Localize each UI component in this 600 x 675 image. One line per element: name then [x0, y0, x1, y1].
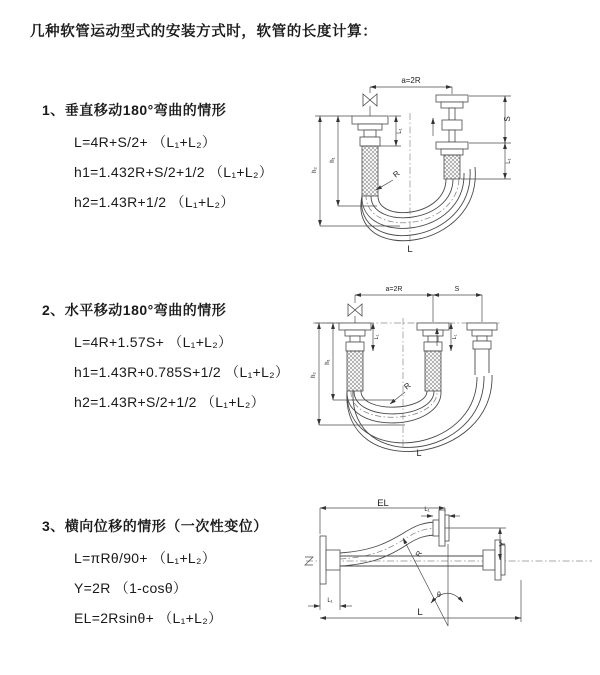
radius-label: R	[391, 168, 402, 180]
radius-callout	[390, 381, 413, 404]
dim-a2r	[355, 286, 433, 322]
page-title: 几种软管运动型式的安装方式时，软管的长度计算：	[30, 24, 378, 40]
diagram-vertical-movement-180	[305, 68, 595, 268]
dim-l1-top-label: L₁	[424, 507, 430, 513]
left-fitting	[352, 116, 388, 196]
left-flange	[320, 536, 340, 584]
dim-h2-label: h₂	[312, 167, 318, 173]
section-2	[42, 300, 289, 422]
dim-h1-label: h₁	[325, 359, 331, 365]
dim-l1-center	[451, 323, 458, 351]
section-3	[42, 516, 268, 638]
dim-a2r	[370, 76, 452, 94]
section-2-formula-length: L=4R+1.57S+ （L₁+L₂）	[74, 334, 233, 350]
dim-l1-right-label: L₁	[506, 158, 512, 164]
section-2-formula-h1: h1=1.43R+0.785S+1/2 （L₁+L₂）	[74, 364, 290, 380]
section-3-formula-length: L=πRθ/90+ （L₁+L₂）	[74, 550, 217, 566]
length-label: L	[416, 448, 422, 458]
angle-label: θ	[437, 592, 441, 599]
dim-el-label: EL	[377, 498, 389, 509]
dim-h1-label: h₁	[330, 157, 336, 163]
section-3-formula-el: EL=2Rsinθ+ （L₁+L₂）	[74, 610, 223, 626]
dim-a2r-label: a=2R	[385, 286, 403, 293]
right-fitting	[436, 95, 468, 179]
length-label: L	[407, 244, 413, 255]
valve-icon	[348, 295, 362, 323]
section-1-heading: 1、垂直移动180°弯曲的情形	[42, 102, 227, 118]
section-1-formula-h1: h1=1.432R+S/2+1/2 （L₁+L₂）	[74, 164, 274, 180]
angle-construction	[403, 538, 463, 626]
radius-label: R	[413, 549, 425, 559]
radius-callout	[376, 169, 402, 190]
dim-h2-label: h₂	[311, 372, 317, 378]
dim-l1-left-label: L₁	[397, 128, 403, 134]
right-fitting	[467, 323, 497, 375]
length-label: L	[417, 607, 423, 618]
dim-y-label: Y	[498, 541, 507, 547]
dim-l1-left	[373, 323, 380, 351]
section-3-formula-y: Y=2R （1-cosθ）	[74, 580, 188, 596]
dim-s	[433, 286, 482, 322]
dim-s-label: S	[454, 286, 460, 293]
dim-l1-left-label: L₁	[374, 334, 380, 340]
left-fitting	[339, 323, 371, 391]
center-fitting	[417, 323, 449, 391]
radius-callout	[414, 549, 425, 559]
dim-l1-bottom	[308, 570, 352, 610]
section-2-formula-h2: h2=1.43R+S/2+1/2 （L₁+L₂）	[74, 394, 265, 410]
dim-s	[469, 96, 512, 143]
hose-bend-original	[347, 391, 441, 423]
section-3-heading: 3、横向位移的情形（一次性变位）	[42, 518, 268, 534]
section-1	[42, 100, 273, 222]
section-2-heading: 2、水平移动180°弯曲的情形	[42, 302, 227, 318]
dim-l1-bottom-label: L₁	[327, 598, 333, 604]
valve-icon	[363, 87, 377, 116]
dim-l1-center-label: L₁	[452, 334, 458, 340]
radius-label: R	[402, 380, 413, 392]
curved-hose	[340, 522, 439, 566]
section-1-formula-length: L=4R+S/2+ （L₁+L₂）	[74, 134, 217, 150]
diagram-lateral-displacement	[300, 498, 600, 663]
dim-l1-right	[461, 143, 512, 179]
dim-l	[320, 580, 521, 622]
diagram-horizontal-movement-180	[305, 278, 595, 473]
dim-s-label: S	[503, 116, 512, 122]
section-1-formula-h2: h2=1.43R+1/2 （L₁+L₂）	[74, 194, 235, 210]
dim-a2r-label: a=2R	[401, 76, 421, 85]
